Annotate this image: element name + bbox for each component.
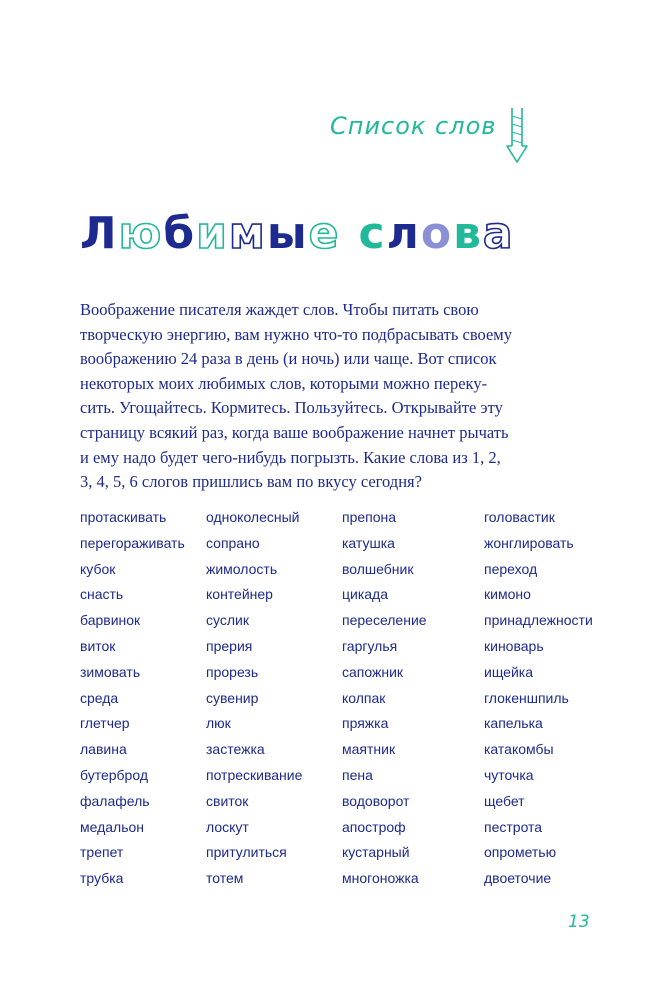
word-item: медальон xyxy=(80,818,145,835)
word-item: притулиться xyxy=(206,844,287,861)
word-item: волшебник xyxy=(342,560,414,577)
word-item: люк xyxy=(206,715,231,732)
word-item: лавина xyxy=(80,741,127,758)
intro-line: творческую энергию, вам нужно что-то подбрасывать своему xyxy=(80,324,512,344)
word-item: кубок xyxy=(80,560,116,577)
word-item: сопрано xyxy=(206,534,260,551)
word-item: двоеточие xyxy=(484,870,552,887)
word-item: капелька xyxy=(484,715,543,732)
page-number: 13 xyxy=(568,912,590,932)
word-item: сапожник xyxy=(342,663,404,680)
word-column xyxy=(206,505,342,892)
word-item: колпак xyxy=(342,689,386,706)
title-letter: о xyxy=(420,208,454,259)
word-item: чуточка xyxy=(484,766,534,783)
intro-line: воображению 24 раза в день (и ночь) или чаще. Вот список xyxy=(80,349,497,369)
word-item: переселение xyxy=(342,612,427,629)
word-item: суслик xyxy=(206,612,249,629)
word-item: фалафель xyxy=(80,792,150,809)
title-letter: е xyxy=(308,208,341,259)
word-item: кимоно xyxy=(484,586,531,603)
word-item: протаскивать xyxy=(80,509,167,525)
word-item: прорезь xyxy=(206,663,259,680)
word-item: перегораживать xyxy=(80,534,185,551)
word-item: принадлежности xyxy=(484,612,593,629)
word-item: жимолость xyxy=(206,560,278,577)
word-item: цикада xyxy=(342,586,389,603)
word-item: прерия xyxy=(206,637,253,654)
word-item: сувенир xyxy=(206,689,259,706)
intro-line: страницу всякий раз, когда ваше воображение начнет рычать xyxy=(80,422,509,442)
word-item: виток xyxy=(80,637,116,654)
word-item: переход xyxy=(484,560,538,577)
word-item: катушка xyxy=(342,534,395,551)
word-item: застежка xyxy=(206,741,265,758)
word-item: многоножка xyxy=(342,870,419,887)
title-letter: б xyxy=(163,208,197,259)
word-item: тотем xyxy=(206,870,244,887)
word-item: киноварь xyxy=(484,637,544,654)
word-item: ищейка xyxy=(484,663,534,680)
word-item: контейнер xyxy=(206,586,273,603)
word-item: среда xyxy=(80,689,119,706)
title-letter: и xyxy=(196,208,229,259)
word-item: одноколесный xyxy=(206,509,300,525)
word-item: катакомбы xyxy=(484,741,554,758)
word-item: головастик xyxy=(484,509,555,525)
word-item: глокеншпиль xyxy=(484,689,569,706)
word-item: пестрота xyxy=(484,818,543,835)
word-item: барвинок xyxy=(80,612,141,629)
word-item: лоскут xyxy=(206,818,249,835)
word-item: водоворот xyxy=(342,792,410,809)
word-item: опрометью xyxy=(484,844,557,861)
word-item: снасть xyxy=(80,586,124,603)
section-label: Список слов xyxy=(330,112,497,140)
word-item: пена xyxy=(342,766,373,783)
word-item: щебет xyxy=(484,792,525,809)
word-item: потрескивание xyxy=(206,766,303,783)
page-title xyxy=(80,208,515,259)
title-letter: Л xyxy=(80,208,119,259)
title-letter: в xyxy=(453,208,483,259)
title-letter: л xyxy=(386,208,421,259)
word-item: гаргулья xyxy=(342,637,398,654)
word-item: трубка xyxy=(80,870,124,887)
intro-line: и ему надо будет чего-нибудь погрызть. Какие слова из 1, 2, xyxy=(80,447,501,467)
word-column xyxy=(342,505,484,892)
word-item: зимовать xyxy=(80,663,141,680)
intro-line: 3, 4, 5, 6 слогов пришлись вам по вкусу сегодня? xyxy=(80,472,422,492)
word-item: жонглировать xyxy=(484,534,574,551)
title-letter: ы xyxy=(266,208,309,259)
intro-paragraph xyxy=(80,298,560,495)
word-item: апостроф xyxy=(342,818,406,835)
down-arrow-icon xyxy=(506,106,528,166)
intro-line: сить. Угощайтесь. Кормитесь. Пользуйтесь. Открывайте эту xyxy=(80,398,503,418)
word-column xyxy=(80,505,206,892)
title-letter: ю xyxy=(118,208,164,259)
word-item: препона xyxy=(342,509,397,525)
word-item: маятник xyxy=(342,741,396,758)
word-item: трепет xyxy=(80,844,124,861)
word-list xyxy=(80,505,594,892)
word-item: пряжка xyxy=(342,715,389,732)
title-letter: с xyxy=(358,208,387,259)
word-item: бутерброд xyxy=(80,766,148,783)
title-letter: а xyxy=(482,208,515,259)
word-item: глетчер xyxy=(80,715,130,732)
intro-line: Воображение писателя жаждет слов. Чтобы питать свою xyxy=(80,300,479,319)
intro-line: некоторых моих любимых слов, которыми можно переку- xyxy=(80,373,488,393)
word-item: кустарный xyxy=(342,844,410,861)
word-item: свиток xyxy=(206,792,249,809)
word-column xyxy=(484,505,594,892)
title-letter: м xyxy=(228,208,267,259)
